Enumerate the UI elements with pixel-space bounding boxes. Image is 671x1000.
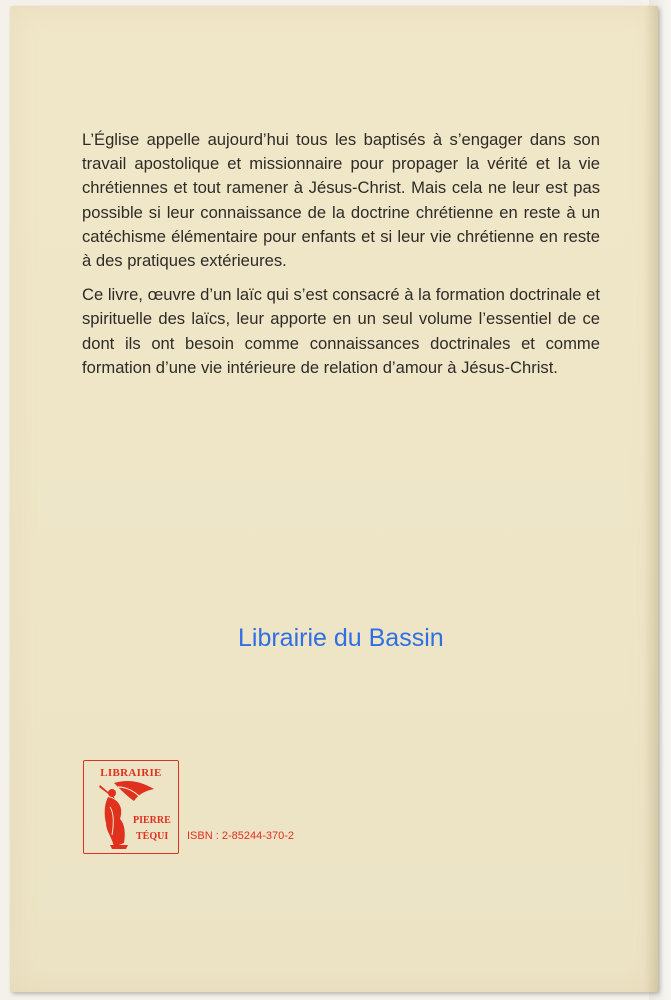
back-cover-blurb: [82, 128, 600, 390]
publisher-logo: [83, 760, 179, 854]
isbn-number: ISBN : 2-85244-370-2: [187, 830, 295, 842]
blurb-paragraph-2: Ce livre, œuvre d’un laïc qui s’est consacré à la formation doctrinale et spirituelle des laïcs, leur apporte en un seul volume l’essentiel de ce dont ils ont besoin comme connaissances doctrinales et comme formation d’une vie intérieure de relation d’amour à Jésus-Christ.: [82, 285, 600, 377]
publisher-name-line3: TÉQUI: [136, 831, 169, 842]
publisher-name-line2: PIERRE: [133, 815, 171, 826]
blurb-paragraph-1: L’Église appelle aujourd’hui tous les baptisés à s’engager dans son travail apostolique et missionnaire pour propager la vérité et la vie chrétiennes et tout ramener à Jésus-Christ. Mais cela ne leur est pas possible si leur connaissance de la doctrine chrétienne en reste à un catéchisme élémentaire pour enfants et si leur vie chrétienne en reste à des pratiques extérieures.: [82, 130, 600, 271]
watermark-text: Librairie du Bassin: [238, 624, 444, 652]
publisher-name-line1: LIBRAIRIE: [100, 767, 162, 779]
